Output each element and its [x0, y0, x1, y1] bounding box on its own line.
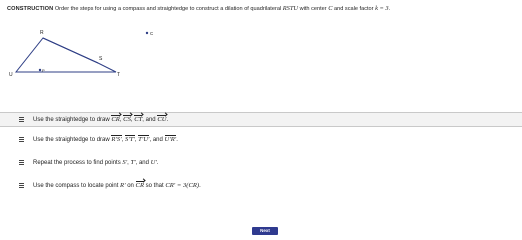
- label-c: C: [150, 31, 154, 36]
- point-c: [146, 32, 148, 34]
- prompt-end: .: [388, 6, 391, 12]
- prompt-scale: k = 3: [375, 5, 389, 12]
- step-item[interactable]: [0, 112, 522, 127]
- label-p: P: [42, 68, 45, 73]
- label-u: U: [9, 72, 13, 78]
- drag-handle-icon[interactable]: [19, 117, 24, 122]
- drag-handle-icon[interactable]: [19, 137, 24, 142]
- prompt-center: C: [328, 5, 333, 12]
- point-p: [39, 69, 41, 71]
- label-t: T: [117, 72, 121, 78]
- label-s: S: [99, 56, 103, 62]
- next-button[interactable]: Next: [252, 227, 278, 235]
- drag-handle-icon[interactable]: [19, 183, 24, 188]
- step-text: Use the straightedge to draw R′S′, S′T′, T′U′, and U′R′.: [33, 136, 178, 143]
- quadrilateral-figure: [0, 0, 200, 90]
- step-text: Repeat the process to find points S′, T′, and U′.: [33, 159, 159, 166]
- prompt-text-2: with center: [298, 6, 329, 12]
- step-item[interactable]: [19, 156, 159, 169]
- prompt-text-3: and scale factor: [332, 6, 376, 12]
- prompt-quad: RSTU: [282, 5, 299, 12]
- label-r: R: [40, 30, 44, 36]
- step-item[interactable]: [19, 133, 178, 146]
- side-rs: [43, 38, 98, 63]
- drag-handle-icon[interactable]: [19, 160, 24, 165]
- step-text: Use the compass to locate point R′ on CR so that CR′ = 3(CR).: [33, 182, 201, 189]
- prompt-text-1: Order the steps for using a compass and straightedge to construct a dilation of quadrilateral: [54, 6, 283, 12]
- quadrilateral-rstu: [16, 38, 116, 72]
- step-item[interactable]: [19, 179, 201, 192]
- step-text: Use the straightedge to draw CR, CS, CT, and CU.: [33, 116, 169, 123]
- construction-tag: CONSTRUCTION: [7, 6, 54, 12]
